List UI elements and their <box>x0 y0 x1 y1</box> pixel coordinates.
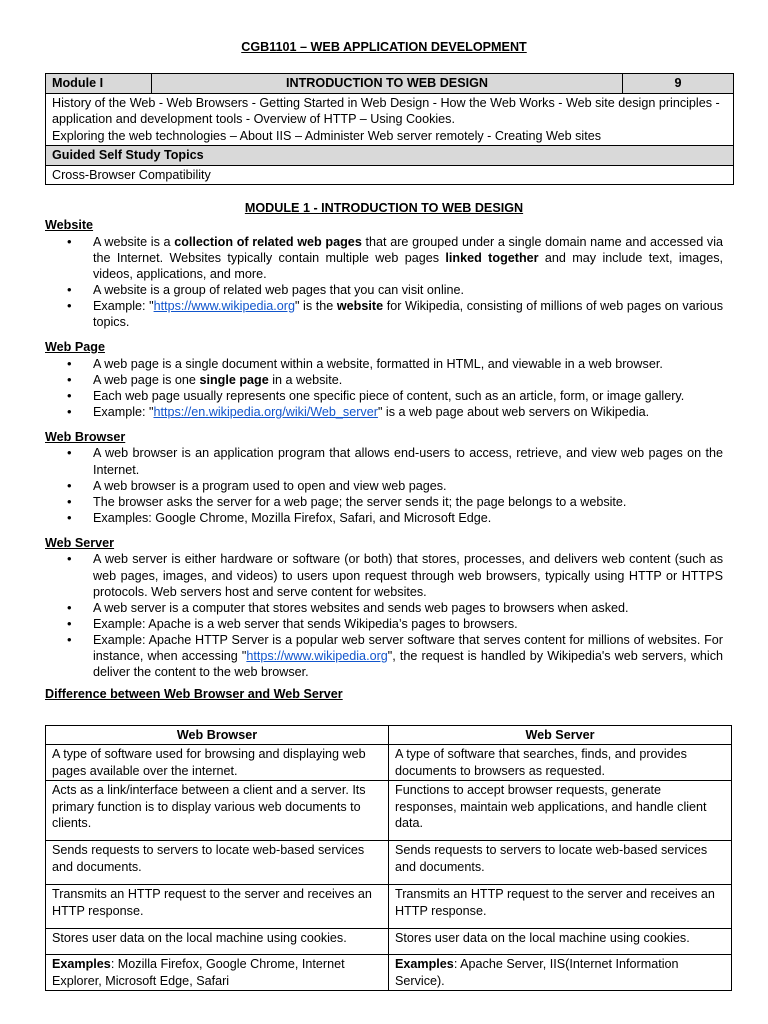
module-header-row <box>46 74 734 94</box>
table-cell: Acts as a link/interface between a client and a server. Its primary function is to display various web documents to clients. <box>46 781 389 841</box>
heading-web-server: Web Server <box>45 535 115 550</box>
heading-web-page: Web Page <box>45 340 105 355</box>
browser-examples: : Mozilla Firefox, Google Chrome, Internet Explorer, Microsoft Edge, Safari <box>52 957 345 988</box>
table-cell: Transmits an HTTP request to the server and receives an HTTP response. <box>46 885 389 929</box>
text: A website is a <box>93 234 175 249</box>
table-cell <box>389 955 732 991</box>
list-item <box>45 234 723 282</box>
table-cell: A type of software used for browsing and displaying web pages available over the internet. <box>46 745 389 781</box>
webbrowser-list <box>45 445 723 525</box>
bold-text: single page <box>199 372 269 387</box>
module-table <box>45 73 734 185</box>
wikipedia-link[interactable]: https://www.wikipedia.org <box>246 648 388 663</box>
table-cell: Transmits an HTTP request to the server and receives an HTTP response. <box>389 885 732 929</box>
module-topics-row <box>46 93 734 146</box>
list-item: • The browser asks the server for a web page; the server sends it; the page belongs to a website. <box>45 494 723 510</box>
table-cell: Sends requests to servers to locate web-based services and documents. <box>46 841 389 885</box>
table-row <box>46 781 732 841</box>
self-study-label: Guided Self Study Topics <box>46 146 734 166</box>
difference-title: Difference between Web Browser and Web Server <box>45 687 343 702</box>
table-cell: Stores user data on the local machine using cookies. <box>46 929 389 955</box>
list-item <box>45 632 723 680</box>
table-row <box>46 885 732 929</box>
text: ", the request is handled by Wikipedia's web servers, which deliver the content to the web browser. <box>93 648 723 680</box>
topics-line-1: History of the Web - Web Browsers - Getting Started in Web Design - How the Web Works - Web site design principles - application and development tools - Overview of HTTP – Using Cookies. <box>52 95 720 126</box>
table-row <box>46 745 732 781</box>
self-study-row <box>46 165 734 185</box>
text: that are grouped under a single domain name and accessed via the Internet. Websites typically contain multiple web pages <box>93 234 723 265</box>
table-cell <box>46 955 389 991</box>
module-label: Module I <box>46 74 152 94</box>
main-content <box>45 217 723 702</box>
web-server-link[interactable]: https://en.wikipedia.org/wiki/Web_server <box>153 404 378 419</box>
list-item: • A web page is a single document within a website, formatted in HTML, and viewable in a web browser. <box>45 356 723 372</box>
list-item <box>45 404 723 420</box>
heading-website: Website <box>45 218 94 232</box>
col-web-server: Web Server <box>389 726 732 745</box>
document-title: CGB1101 – WEB APPLICATION DEVELOPMENT <box>241 40 527 54</box>
list-item: • A web browser is a program used to open and view web pages. <box>45 478 723 494</box>
examples-label: Examples <box>395 957 454 972</box>
examples-label: Examples <box>52 957 111 972</box>
table-cell: Functions to accept browser requests, generate responses, maintain web applications, and handle client data. <box>389 781 732 841</box>
table-cell: A type of software that searches, finds, and provides documents to browsers as requested. <box>389 745 732 781</box>
list-item <box>45 372 723 388</box>
website-list <box>45 234 723 331</box>
list-item: • A web server is either hardware or software (or both) that stores, processes, and delivers web content (such as web pages, images, and videos) to users upon request through web browsers, typically using HTTP or HTTPS protocols. Web servers host and serve content for websites. <box>45 551 723 599</box>
server-examples: : Apache Server, IIS(Internet Information Service). <box>395 957 679 988</box>
module-name: INTRODUCTION TO WEB DESIGN <box>152 74 623 94</box>
difference-table <box>45 725 732 991</box>
table-row <box>46 929 732 955</box>
bold-text: linked together <box>445 250 539 265</box>
webpage-list <box>45 356 723 420</box>
list-item: • Example: Apache is a web server that sends Wikipedia’s pages to browsers. <box>45 616 723 632</box>
bold-text: collection of related web pages <box>174 234 362 249</box>
text: and may include text, images, videos, applications, and more. <box>93 250 724 281</box>
text: Example: " <box>93 298 154 313</box>
text: in a website. <box>268 372 343 387</box>
section-title: MODULE 1 - INTRODUCTION TO WEB DESIGN <box>244 201 524 215</box>
wikipedia-link[interactable]: https://www.wikipedia.org <box>153 298 295 313</box>
table-row <box>46 955 732 991</box>
text: Example: Apache HTTP Server is a popular web server software that serves content for millions of websites. For instance, when accessing " <box>93 632 723 663</box>
bold-text: website <box>336 298 384 313</box>
self-study-topic: Cross-Browser Compatibility <box>46 165 734 185</box>
list-item: • A website is a group of related web pages that you can visit online. <box>45 282 723 298</box>
list-item: • Examples: Google Chrome, Mozilla Firefox, Safari, and Microsoft Edge. <box>45 510 723 526</box>
table-cell: Stores user data on the local machine using cookies. <box>389 929 732 955</box>
list-item: • A web browser is an application program that allows end-users to access, retrieve, and view web pages on the Internet. <box>45 445 723 477</box>
webserver-list <box>45 551 723 680</box>
self-study-header-row <box>46 146 734 166</box>
list-item <box>45 298 723 330</box>
list-item: • Each web page usually represents one specific piece of content, such as an article, form, or image gallery. <box>45 388 723 404</box>
module-hours: 9 <box>623 74 734 94</box>
text: for Wikipedia, consisting of millions of web pages on various topics. <box>93 298 723 329</box>
table-header-row <box>46 726 732 745</box>
table-cell: Sends requests to servers to locate web-based services and documents. <box>389 841 732 885</box>
heading-web-browser: Web Browser <box>45 429 126 444</box>
table-row <box>46 841 732 885</box>
list-item: • A web server is a computer that stores websites and sends web pages to browsers when asked. <box>45 600 723 616</box>
text: " is the <box>294 298 337 313</box>
topics-line-2: Exploring the web technologies – About IIS – Administer Web server remotely - Creating Web sites <box>52 128 602 143</box>
module-topics <box>46 93 734 146</box>
text: A web page is one <box>93 372 200 387</box>
text: Example: " <box>93 404 154 419</box>
col-web-browser: Web Browser <box>46 726 389 745</box>
text: " is a web page about web servers on Wikipedia. <box>377 404 650 419</box>
